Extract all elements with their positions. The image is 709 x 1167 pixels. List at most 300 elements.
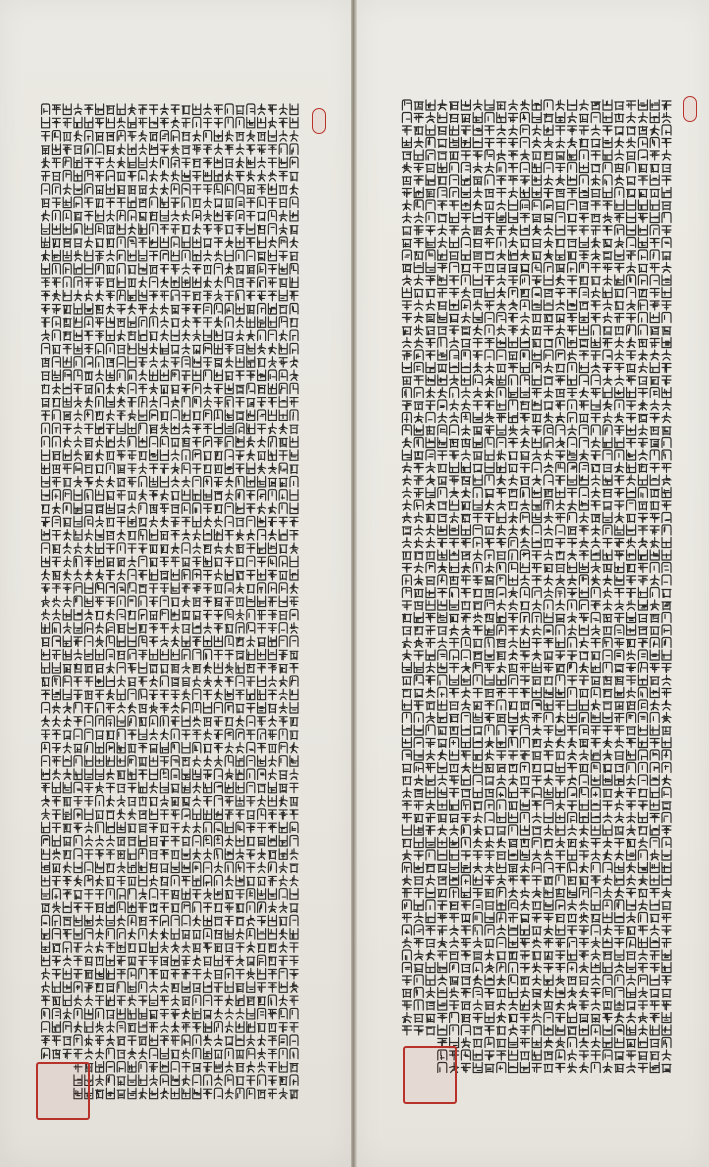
right-seal-script-glyph — [568, 863, 577, 873]
left-seal-script-glyph — [139, 782, 147, 793]
left-seal-script-glyph — [225, 916, 233, 926]
left-seal-script-glyph — [128, 798, 136, 807]
right-seal-script-glyph — [438, 177, 447, 185]
right-seal-script-glyph — [414, 1026, 423, 1035]
left-seal-script-glyph — [225, 237, 233, 248]
left-seal-script-glyph — [128, 570, 136, 581]
left-seal-script-glyph — [268, 915, 276, 926]
left-seal-script-glyph — [268, 876, 276, 886]
left-seal-script-glyph — [279, 1035, 287, 1046]
left-seal-script-glyph — [279, 836, 287, 847]
left-seal-script-glyph — [258, 916, 266, 926]
right-seal-script-glyph — [627, 688, 636, 698]
right-seal-script-glyph — [520, 325, 529, 335]
left-seal-script-glyph — [63, 264, 71, 275]
left-seal-script-glyph — [106, 742, 114, 753]
right-seal-script-glyph — [485, 738, 494, 748]
left-seal-script-glyph — [150, 197, 158, 208]
left-seal-script-glyph — [139, 758, 147, 767]
left-seal-script-glyph — [74, 943, 82, 953]
right-seal-script-glyph — [402, 738, 411, 748]
left-seal-script-glyph — [193, 1064, 201, 1073]
right-seal-script-glyph — [414, 188, 423, 198]
left-seal-script-glyph — [225, 332, 233, 341]
left-seal-script-glyph — [150, 584, 158, 594]
right-seal-script-glyph — [638, 801, 647, 810]
right-seal-script-glyph — [650, 225, 659, 235]
right-seal-script-glyph — [450, 252, 459, 260]
left-seal-script-glyph — [128, 744, 136, 753]
right-seal-script-glyph — [615, 839, 624, 848]
right-seal-script-glyph — [544, 788, 553, 798]
right-seal-script-glyph — [627, 727, 636, 735]
right-seal-script-glyph — [627, 275, 636, 285]
left-seal-script-glyph — [63, 798, 71, 807]
right-seal-script-glyph — [650, 990, 659, 998]
right-seal-script-glyph — [473, 325, 482, 335]
right-seal-script-glyph — [662, 1025, 671, 1035]
right-seal-script-glyph — [450, 413, 459, 423]
right-seal-script-glyph — [450, 375, 459, 385]
left-seal-script-glyph — [290, 465, 298, 474]
right-seal-script-glyph — [579, 900, 588, 910]
left-seal-script-glyph — [193, 623, 201, 634]
left-seal-script-glyph — [96, 343, 104, 354]
right-seal-script-glyph — [509, 213, 518, 223]
left-seal-script-glyph — [150, 237, 158, 248]
right-seal-script-glyph — [497, 827, 506, 835]
right-seal-script-glyph — [450, 463, 459, 473]
right-seal-script-glyph — [450, 152, 459, 160]
left-seal-script-glyph — [268, 810, 276, 820]
left-seal-script-glyph — [128, 383, 136, 394]
left-seal-script-glyph — [279, 650, 287, 660]
left-seal-script-glyph — [52, 144, 60, 155]
left-seal-script-glyph — [193, 117, 201, 128]
right-seal-script-glyph — [473, 427, 482, 435]
left-seal-script-glyph — [193, 944, 201, 953]
left-seal-script-glyph — [139, 317, 147, 328]
left-seal-script-glyph — [214, 1075, 222, 1086]
right-seal-script-glyph — [461, 214, 470, 223]
right-seal-script-glyph — [414, 590, 423, 598]
left-seal-script-glyph — [204, 597, 212, 607]
right-seal-script-glyph — [414, 775, 423, 785]
left-seal-script-glyph — [247, 198, 255, 208]
right-seal-script-glyph — [402, 126, 411, 135]
right-seal-script-glyph — [650, 190, 659, 198]
left-seal-script-glyph — [182, 423, 190, 434]
right-seal-script-glyph — [509, 265, 518, 273]
left-seal-script-glyph — [139, 996, 147, 1006]
left-seal-script-glyph — [182, 503, 190, 514]
right-seal-script-glyph — [461, 751, 470, 760]
left-seal-script-glyph — [279, 862, 287, 873]
left-seal-script-glyph — [171, 210, 179, 221]
right-seal-script-glyph — [556, 113, 565, 123]
left-seal-script-glyph — [214, 105, 222, 115]
right-seal-script-glyph — [579, 614, 588, 623]
right-seal-script-glyph — [461, 1050, 470, 1060]
right-seal-script-glyph — [579, 988, 588, 998]
left-seal-script-glyph — [225, 636, 233, 647]
left-seal-script-glyph — [290, 291, 298, 301]
left-seal-script-glyph — [279, 771, 287, 780]
right-seal-script-glyph — [438, 215, 447, 223]
right-seal-script-glyph — [450, 326, 459, 335]
left-seal-script-glyph — [128, 877, 136, 886]
right-seal-script-glyph — [532, 113, 541, 123]
right-seal-script-glyph — [509, 100, 518, 110]
right-seal-script-glyph — [450, 563, 459, 573]
right-seal-script-glyph — [485, 925, 494, 935]
left-seal-script-glyph — [236, 917, 244, 926]
right-seal-script-glyph — [544, 163, 553, 173]
right-seal-script-glyph — [627, 163, 636, 173]
right-seal-script-glyph — [603, 539, 612, 548]
right-seal-script-glyph — [520, 188, 529, 198]
left-seal-script-glyph — [139, 636, 147, 647]
left-seal-script-glyph — [290, 210, 298, 221]
right-seal-script-glyph — [402, 425, 411, 435]
right-seal-script-glyph — [485, 614, 494, 623]
right-seal-script-glyph — [402, 889, 411, 898]
right-seal-script-glyph — [568, 375, 577, 385]
left-seal-script-glyph — [106, 157, 114, 168]
left-seal-script-glyph — [182, 1023, 190, 1032]
right-seal-script-glyph — [473, 563, 482, 573]
left-seal-script-glyph — [150, 769, 158, 780]
right-seal-script-glyph — [509, 1025, 518, 1035]
left-seal-script-glyph — [247, 399, 255, 408]
right-seal-script-glyph — [615, 102, 624, 110]
right-seal-script-glyph — [438, 140, 447, 148]
right-seal-script-glyph — [461, 901, 470, 910]
right-seal-script-glyph — [438, 425, 447, 435]
right-seal-script-glyph — [662, 125, 671, 135]
left-seal-script-glyph — [42, 146, 50, 155]
right-seal-script-glyph — [520, 876, 529, 885]
right-seal-script-glyph — [662, 464, 671, 473]
left-seal-script-glyph — [150, 1010, 158, 1019]
left-seal-script-glyph — [106, 704, 114, 714]
left-seal-script-glyph — [74, 370, 82, 381]
left-seal-script-glyph — [150, 729, 158, 740]
right-seal-script-glyph — [473, 213, 482, 223]
right-seal-script-glyph — [509, 188, 518, 198]
right-seal-script-glyph — [520, 363, 529, 373]
left-seal-script-glyph — [85, 171, 93, 182]
right-seal-script-glyph — [414, 350, 423, 360]
right-seal-script-glyph — [568, 563, 577, 573]
right-seal-script-glyph — [650, 526, 659, 535]
left-seal-script-glyph — [290, 304, 298, 315]
right-seal-script-glyph — [532, 788, 541, 798]
right-seal-script-glyph — [591, 1000, 600, 1010]
right-seal-script-glyph — [627, 889, 636, 898]
left-seal-script-glyph — [85, 490, 93, 501]
left-seal-script-glyph — [52, 572, 60, 581]
left-seal-script-glyph — [279, 572, 287, 581]
left-seal-script-glyph — [96, 251, 104, 260]
right-seal-script-glyph — [544, 713, 553, 723]
left-seal-script-glyph — [182, 543, 190, 554]
left-seal-script-glyph — [96, 556, 104, 567]
left-seal-script-glyph — [52, 516, 60, 527]
left-seal-script-glyph — [117, 1050, 125, 1059]
right-seal-script-glyph — [461, 175, 470, 185]
right-seal-script-glyph — [497, 463, 506, 473]
left-seal-script-glyph — [85, 822, 93, 833]
right-seal-script-glyph — [450, 300, 459, 310]
right-seal-script-glyph — [568, 663, 577, 673]
left-seal-script-glyph — [96, 370, 104, 381]
right-seal-script-glyph — [509, 139, 518, 148]
right-seal-script-glyph — [426, 200, 435, 210]
right-seal-script-glyph — [662, 763, 671, 773]
right-seal-script-glyph — [485, 577, 494, 585]
left-seal-script-glyph — [42, 117, 50, 128]
right-seal-script-glyph — [402, 1001, 411, 1010]
right-seal-script-glyph — [568, 977, 577, 985]
left-seal-script-glyph — [268, 957, 276, 966]
right-seal-script-glyph — [662, 950, 671, 960]
right-seal-script-glyph — [509, 865, 518, 873]
right-seal-script-glyph — [450, 952, 459, 960]
right-seal-script-glyph — [615, 290, 624, 298]
right-seal-script-glyph — [627, 938, 636, 948]
right-seal-script-glyph — [591, 652, 600, 660]
right-seal-script-glyph — [662, 275, 671, 285]
left-seal-script-glyph — [160, 237, 168, 248]
left-seal-script-glyph — [268, 158, 276, 168]
right-seal-script-glyph — [414, 127, 423, 135]
left-seal-script-glyph — [150, 133, 158, 142]
left-seal-script-glyph — [193, 665, 201, 674]
right-seal-script-glyph — [532, 327, 541, 335]
left-seal-script-glyph — [85, 915, 93, 926]
right-seal-script-glyph — [615, 338, 624, 348]
left-seal-script-glyph — [279, 1077, 287, 1086]
right-seal-script-glyph — [520, 825, 529, 835]
left-seal-script-glyph — [150, 838, 158, 847]
left-seal-script-glyph — [225, 250, 233, 260]
right-seal-script-glyph — [473, 200, 482, 210]
left-seal-script-glyph — [160, 250, 168, 260]
right-seal-script-glyph — [509, 538, 518, 548]
left-seal-script-glyph — [74, 357, 82, 368]
left-seal-script-glyph — [182, 132, 190, 141]
right-seal-script-glyph — [473, 514, 482, 523]
right-seal-script-glyph — [603, 750, 612, 760]
left-seal-script-glyph — [225, 1048, 233, 1059]
left-seal-script-glyph — [106, 850, 114, 860]
left-seal-script-glyph — [182, 584, 190, 594]
left-seal-script-glyph — [96, 357, 104, 368]
right-seal-script-glyph — [438, 338, 447, 348]
left-seal-script-glyph — [85, 516, 93, 527]
left-seal-script-glyph — [160, 184, 168, 195]
right-seal-script-glyph — [591, 438, 600, 448]
left-seal-script-glyph — [247, 437, 255, 448]
right-seal-script-glyph — [568, 289, 577, 298]
left-seal-script-glyph — [247, 782, 255, 793]
right-seal-script-glyph — [638, 826, 647, 835]
left-seal-script-glyph — [74, 197, 82, 208]
left-seal-script-glyph — [85, 957, 93, 966]
right-seal-script-glyph — [568, 914, 577, 922]
right-seal-script-glyph — [532, 688, 541, 698]
left-seal-script-glyph — [290, 1048, 298, 1059]
right-seal-script-glyph — [414, 402, 423, 410]
right-seal-script-glyph — [662, 338, 671, 348]
right-seal-script-glyph — [544, 1013, 553, 1023]
left-seal-script-glyph — [204, 225, 212, 235]
left-seal-script-glyph — [258, 610, 266, 620]
left-seal-script-glyph — [268, 970, 276, 980]
left-seal-script-glyph — [279, 810, 287, 820]
left-seal-script-glyph — [236, 503, 244, 514]
left-seal-script-glyph — [182, 838, 190, 847]
left-seal-script-glyph — [204, 957, 212, 966]
right-seal-script-glyph — [556, 925, 565, 935]
right-seal-script-glyph — [662, 376, 671, 385]
right-seal-script-glyph — [485, 288, 494, 298]
left-seal-script-glyph — [225, 145, 233, 155]
right-seal-script-glyph — [638, 300, 647, 310]
right-seal-script-glyph — [615, 688, 624, 698]
right-seal-script-glyph — [520, 452, 529, 460]
right-seal-script-glyph — [615, 752, 624, 760]
left-seal-script-glyph — [106, 902, 114, 913]
left-seal-script-glyph — [214, 451, 222, 460]
right-seal-script-glyph — [485, 175, 494, 185]
left-seal-script-glyph — [247, 1008, 255, 1019]
right-seal-script-glyph — [497, 639, 506, 647]
right-seal-script-glyph — [402, 1026, 411, 1035]
right-seal-script-glyph — [603, 888, 612, 898]
left-seal-script-glyph — [258, 638, 266, 647]
right-seal-script-glyph — [520, 477, 529, 485]
right-seal-script-glyph — [450, 815, 459, 823]
left-seal-script-glyph — [85, 224, 93, 235]
right-seal-script-glyph — [520, 964, 529, 973]
left-seal-script-glyph — [63, 902, 71, 913]
left-seal-script-glyph — [193, 503, 201, 514]
left-seal-script-glyph — [171, 306, 179, 315]
left-seal-script-glyph — [106, 359, 114, 368]
right-seal-script-glyph — [497, 325, 506, 335]
left-seal-script-glyph — [63, 969, 71, 980]
left-seal-script-glyph — [193, 611, 201, 620]
right-seal-script-glyph — [532, 776, 541, 785]
right-seal-script-glyph — [650, 1052, 659, 1060]
right-seal-script-glyph — [485, 264, 494, 272]
right-seal-script-glyph — [414, 102, 423, 110]
left-seal-script-glyph — [268, 198, 276, 208]
left-seal-script-glyph — [182, 517, 190, 527]
left-seal-script-glyph — [85, 424, 93, 434]
left-seal-script-glyph — [106, 636, 114, 647]
left-seal-script-glyph — [96, 597, 104, 607]
right-seal-script-glyph — [438, 388, 447, 398]
right-seal-script-glyph — [615, 188, 624, 198]
left-seal-script-glyph — [150, 476, 158, 487]
left-seal-script-glyph — [139, 663, 147, 674]
left-seal-script-glyph — [52, 864, 60, 873]
right-seal-script-glyph — [544, 238, 553, 248]
left-seal-script-glyph — [52, 849, 60, 860]
right-seal-script-glyph — [450, 863, 459, 873]
left-seal-script-glyph — [106, 984, 114, 993]
right-seal-script-glyph — [568, 400, 577, 410]
left-seal-script-glyph — [128, 583, 136, 594]
right-seal-script-glyph — [532, 125, 541, 135]
left-seal-script-glyph — [290, 398, 298, 408]
right-seal-script-glyph — [615, 800, 624, 810]
right-seal-script-glyph — [485, 989, 494, 998]
left-seal-script-glyph — [182, 343, 190, 354]
right-seal-script-glyph — [662, 575, 671, 585]
right-seal-script-glyph — [461, 663, 470, 673]
left-seal-script-glyph — [96, 862, 104, 873]
left-seal-script-glyph — [150, 1075, 158, 1086]
right-seal-script-glyph — [603, 738, 612, 748]
right-seal-script-glyph — [520, 1052, 529, 1060]
left-seal-script-glyph — [52, 823, 60, 833]
right-seal-script-glyph — [568, 850, 577, 860]
right-seal-script-glyph — [603, 702, 612, 710]
right-seal-script-glyph — [497, 990, 506, 998]
left-seal-script-glyph — [42, 224, 50, 235]
left-seal-script-glyph — [160, 1022, 168, 1032]
left-seal-script-glyph — [139, 556, 147, 567]
left-seal-script-glyph — [96, 450, 104, 461]
left-seal-script-glyph — [236, 518, 244, 527]
left-seal-script-glyph — [139, 437, 147, 448]
right-seal-script-glyph — [485, 500, 494, 510]
left-seal-script-glyph — [268, 889, 276, 900]
right-seal-script-glyph — [662, 976, 671, 985]
right-seal-script-glyph — [532, 1025, 541, 1035]
left-seal-script-glyph — [106, 822, 114, 833]
left-seal-script-glyph — [160, 769, 168, 780]
left-seal-script-glyph — [42, 796, 50, 807]
right-seal-script-glyph — [402, 963, 411, 973]
right-seal-script-glyph — [544, 813, 553, 823]
left-seal-script-glyph — [63, 530, 71, 541]
right-seal-script-glyph — [579, 126, 588, 135]
left-seal-script-glyph — [150, 916, 158, 926]
left-seal-script-glyph — [268, 769, 276, 780]
right-seal-script-glyph — [414, 313, 423, 323]
right-seal-script-glyph — [579, 1001, 588, 1010]
left-seal-script-glyph — [160, 304, 168, 315]
left-seal-script-glyph — [74, 1035, 82, 1046]
left-seal-script-glyph — [150, 875, 158, 886]
left-seal-script-glyph — [268, 210, 276, 221]
left-seal-script-glyph — [139, 625, 147, 634]
right-seal-script-glyph — [485, 1013, 494, 1023]
right-seal-script-glyph — [532, 827, 541, 835]
right-seal-script-glyph — [615, 489, 624, 498]
right-seal-script-glyph — [650, 775, 659, 785]
right-seal-script-glyph — [520, 401, 529, 410]
left-seal-script-glyph — [63, 930, 71, 940]
left-seal-script-glyph — [63, 518, 71, 527]
left-seal-script-glyph — [171, 636, 179, 647]
left-seal-script-glyph — [268, 517, 276, 527]
